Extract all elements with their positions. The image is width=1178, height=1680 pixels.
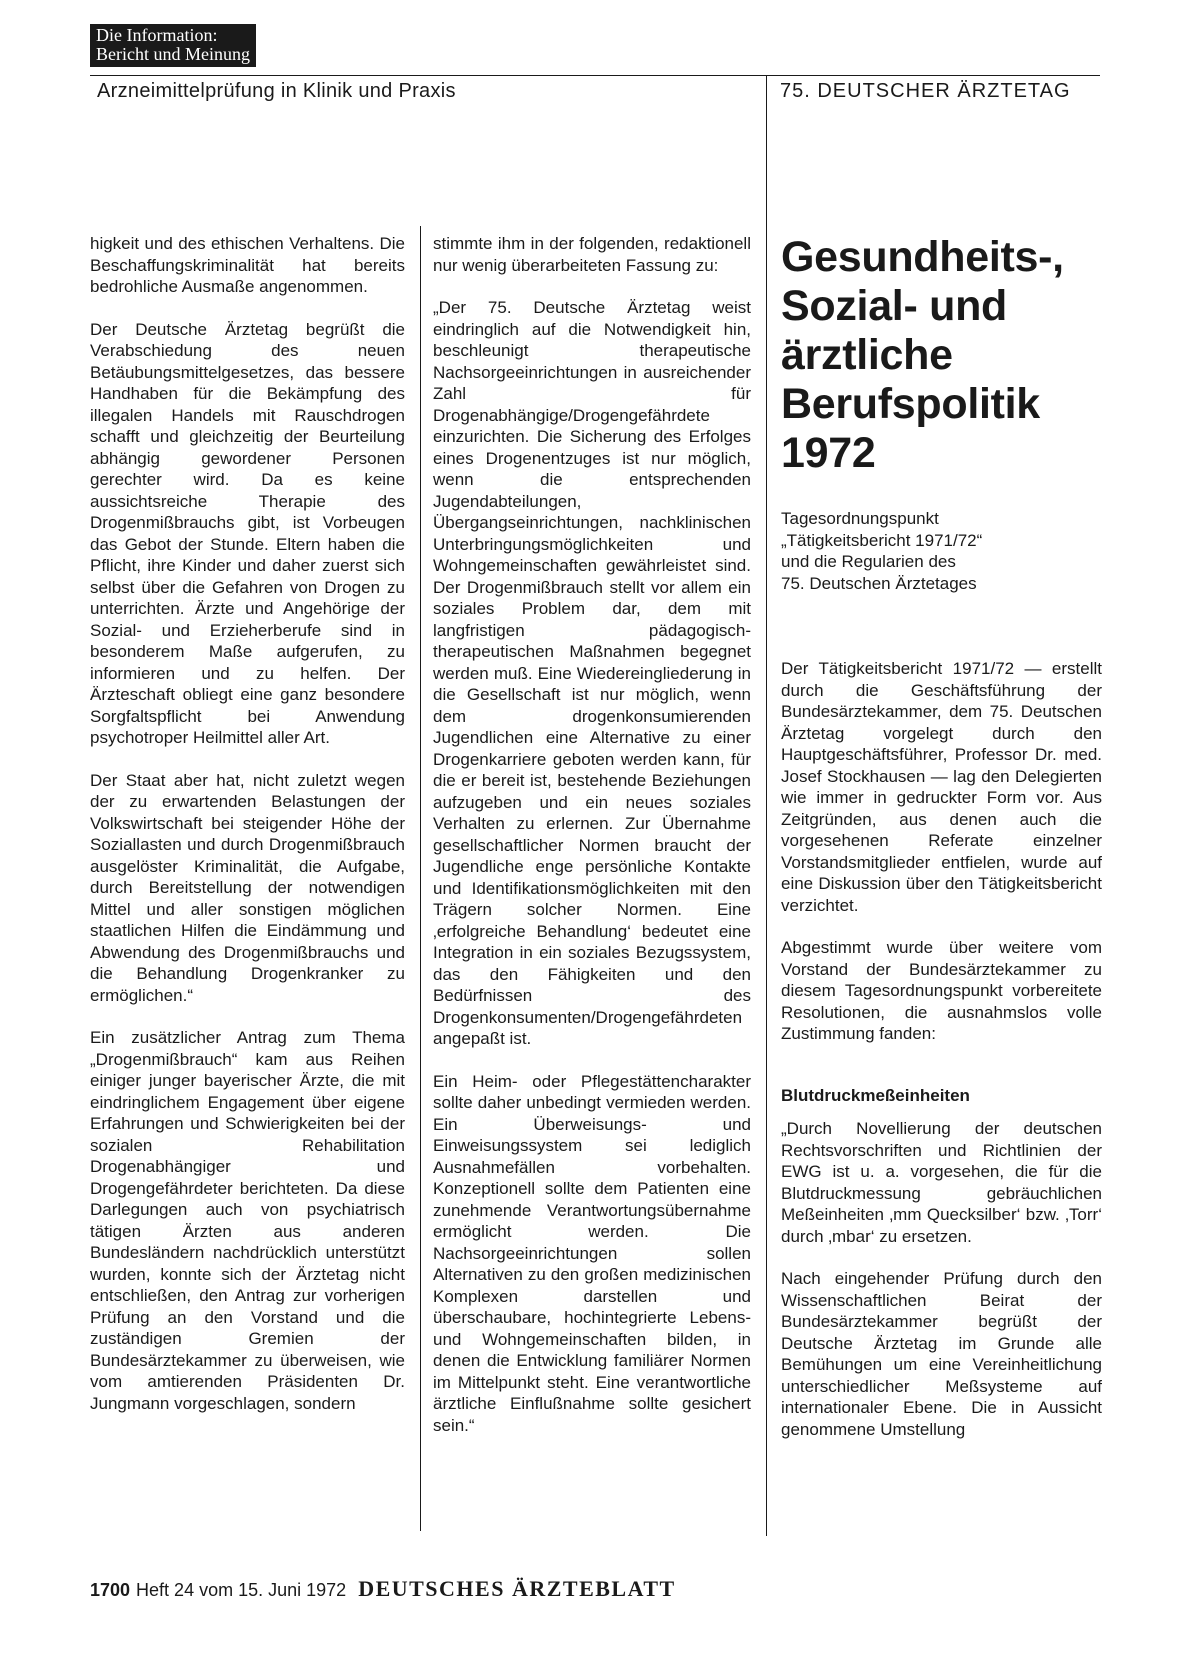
paragraph: Ein Heim- oder Pflegestättencharakter sollte daher unbedingt vermieden werden. Ein Überweisungs- und Einweisungssystem sei lediglich Ausnahmefällen vorbehalten. Konzeptionell sollte dem Patienten eine zunehmende Verantwortungsübernahme ermöglicht werden. Die Nachsorgeeinrichtungen sollen Alternativen zu den großen medizinischen Komplexen darstellen und überschaubare, hochintegrierte Lebens- und Wohngemeinschaften bilden, in denen die Entwicklung familiärer Normen im Mittelpunkt steht. Eine verantwortliche ärztliche Einflußnahme sollte gesichert sein.“ bbox=[433, 1071, 751, 1435]
paragraph: stimmte ihm in der folgenden, redaktionell nur wenig überarbeiteten Fassung zu: bbox=[433, 234, 751, 275]
article-subhead bbox=[781, 508, 1102, 594]
subhead-line: „Tätigkeitsbericht 1971/72“ bbox=[781, 530, 983, 550]
paragraph: Abgestimmt wurde über weitere vom Vorstand der Bundesärztekammer zu diesem Tagesordnungspunkt vorbereitete Resolutionen, die ausnahmslos volle Zustimmung fanden: bbox=[781, 938, 1102, 1043]
page-number: 1700 bbox=[90, 1580, 131, 1600]
issue-info: Heft 24 vom 15. Juni 1972 bbox=[136, 1580, 347, 1600]
article-headline: Gesundheits-, Sozial- und ärztliche Berufspolitik 1972 bbox=[781, 233, 1064, 477]
section-badge bbox=[90, 24, 256, 67]
subsection-title: Blutdruckmeßeinheiten bbox=[781, 1085, 970, 1105]
section-title: Arzneimittelprüfung in Klinik und Praxis bbox=[97, 80, 456, 102]
paragraph: Der Staat aber hat, nicht zuletzt wegen der zu erwartenden Belastungen der Volkswirtschaft bei steigender Höhe der Soziallasten und durch Drogenmißbrauch ausgelöster Kriminalität, die Aufgabe, durch Bereitstellung der notwendigen Mittel und aller sonstigen möglichen staatlichen Hilfen die Eindämmung und Abwendung des Drogenmißbrauchs und die Behandlung Drogenkranker zu ermöglichen.“ bbox=[90, 770, 405, 1005]
journal-name: DEUTSCHES ÄRZTEBLATT bbox=[358, 1576, 676, 1601]
column-2 bbox=[433, 233, 751, 1457]
paragraph: Der Tätigkeitsbericht 1971/72 — erstellt durch die Geschäftsführung der Bundesärztekammer, dem 75. Deutschen Ärztetag vorgelegt durch den Hauptgeschäftsführer, Professor Dr. med. Josef Stockhausen — lag den Delegierten wie immer in gedruckter Form vor. Aus Zeitgründen, aus denen auch die vorgesehenen Referate einzelner Vorstandsmitglieder entfielen, wurde auf eine Diskussion über den Tätigkeitsbericht verzichtet. bbox=[781, 659, 1102, 915]
paragraph: Nach eingehender Prüfung durch den Wissenschaftlichen Beirat der Bundesärztekammer begrüßt der Deutsche Ärztetag im Grunde alle Bemühungen um eine Vereinheitlichung unterschiedlicher Meßsysteme auf internationaler Ebene. Die in Aussicht genommene Umstellung bbox=[781, 1269, 1102, 1439]
badge-line-2: Bericht und Meinung bbox=[96, 44, 250, 64]
page-footer bbox=[90, 1576, 676, 1602]
badge-line-1: Die Information: bbox=[96, 25, 218, 45]
column-divider-1 bbox=[420, 226, 421, 1531]
column-divider-2 bbox=[766, 76, 767, 1536]
paragraph: Der Deutsche Ärztetag begrüßt die Verabschiedung des neuen Betäubungsmittelgesetzes, das bessere Handhaben für die Bekämpfung des illegalen Handels mit Rauschdrogen schafft und gleichzeitig der Beurteilung abhängig gewordener Personen gerechter wird. Da es keine aussichtsreiche Therapie des Drogenmißbrauchs gibt, ist Vorbeugen das Gebot der Stunde. Eltern haben die Pflicht, ihre Kinder und daher zuerst sich selbst über die Gefahren von Drogen zu unterrichten. Ärzte und Angehörige der Sozial- und Erzieherberufe sind in besonderem Maße aufgerufen, zu informieren und zu helfen. Der Ärzteschaft obliegt eine ganz besondere Sorgfaltspflicht bei Anwendung psychotroper Heilmittel aller Art. bbox=[90, 319, 405, 747]
paragraph: „Durch Novellierung der deutschen Rechtsvorschriften und Richtlinien der EWG ist u. a. vorgesehen, die für die Blutdruckmessung gebräuchlichen Meßeinheiten ‚mm Quecksilber‘ bzw. ‚Torr‘ durch ‚mbar‘ zu ersetzen. bbox=[781, 1119, 1102, 1246]
header-rule bbox=[90, 75, 1100, 76]
column-3 bbox=[781, 233, 1102, 1461]
paragraph: higkeit und des ethischen Verhaltens. Die Beschaffungskriminalität hat bereits bedrohliche Ausmaße angenommen. bbox=[90, 234, 405, 296]
column-1 bbox=[90, 233, 405, 1435]
subhead-line: Tagesordnungspunkt bbox=[781, 509, 939, 528]
subhead-line: und die Regularien des bbox=[781, 552, 956, 571]
paragraph: „Der 75. Deutsche Ärztetag weist eindringlich auf die Notwendigkeit hin, beschleunigt therapeutische Nachsorgeeinrichtungen in ausreichender Zahl für Drogenabhängige/Drogengefährdete einzurichten. Die Sicherung des Erfolges eines Drogenentzuges ist nur möglich, wenn die entsprechenden Jugendabteilungen, Übergangseinrichtungen, nachklinischen Unterbringungsmöglichkeiten und Wohngemeinschaften gewährleistet sind. Der Drogenmißbrauch stellt vor allem ein soziales Problem dar, dem mit langfristigen pädagogisch-therapeutischen Maßnahmen begegnet werden muß. Eine Wiedereingliederung in die Gesellschaft ist nur möglich, wenn dem drogenkonsumierenden Jugendlichen eine Alternative zu einer Drogenkarriere geboten werden kann, für die er bereit ist, bestehende Beziehungen aufzugeben und ein neues soziales Verhalten zu erlernen. Zur Übernahme gesellschaftlicher Normen braucht der Jugendliche enge persönliche Kontakte und Identifikationsmöglichkeiten mit den Trägern solcher Normen. Eine ‚erfolgreiche Behandlung‘ bedeutet eine Integration in ein soziales Bezugssystem, das den Fähigkeiten und den Bedürfnissen des Drogenkonsumenten/Drogengefährdeten angepaßt ist. bbox=[433, 298, 751, 1048]
paragraph: Ein zusätzlicher Antrag zum Thema „Drogenmißbrauch“ kam aus Reihen einiger junger bayerischer Ärzte, die mit eindringlichem Engagement über eigene Erfahrungen und Schwierigkeiten bei der sozialen Rehabilitation Drogenabhängiger und Drogengefährdeter berichteten. Da diese Darlegungen auch von psychiatrisch tätigen Ärzten aus anderen Bundesländern nachdrücklich unterstützt wurden, konnte sich der Ärztetag nicht entschließen, den Antrag zur vorherigen Prüfung an den Vorstand und die zuständigen Gremien der Bundesärztekammer zu überweisen, wie vom amtierenden Präsidenten Dr. Jungmann vorgeschlagen, sondern bbox=[90, 1028, 405, 1413]
subhead-line: 75. Deutschen Ärztetages bbox=[781, 573, 977, 593]
rubric: 75. DEUTSCHER ÄRZTETAG bbox=[780, 80, 1071, 102]
